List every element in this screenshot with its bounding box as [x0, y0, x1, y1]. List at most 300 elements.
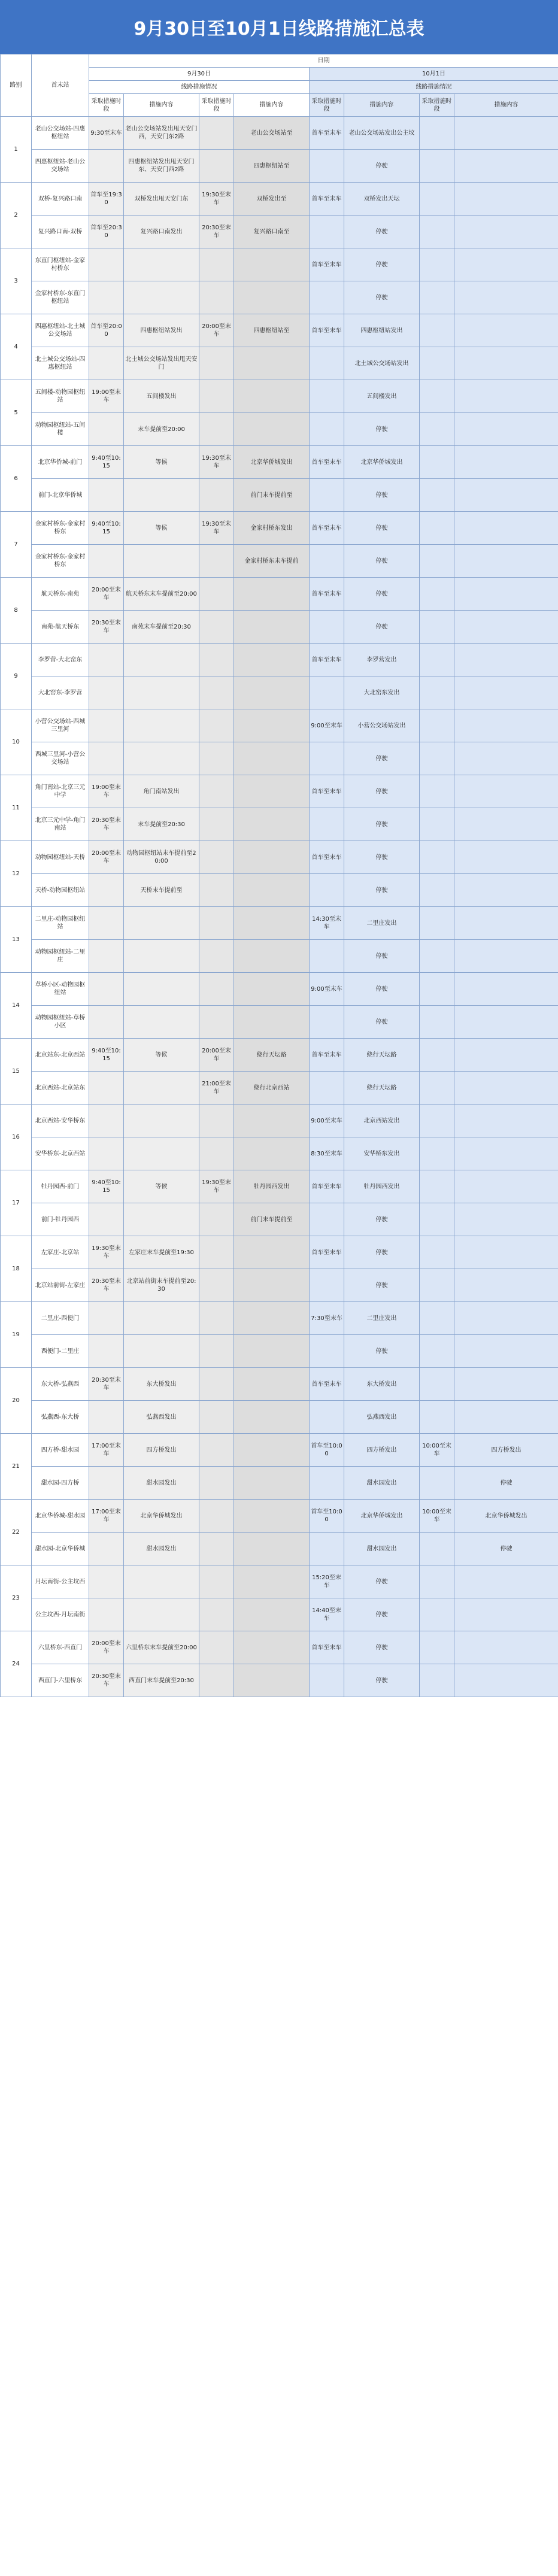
cell-p1b [420, 874, 454, 907]
cell-p1a [310, 1335, 344, 1368]
cell-m1a: 停驶 [344, 216, 420, 248]
terminal-cell: 甜水园-北京华侨城 [32, 1533, 89, 1565]
cell-p1b [420, 1170, 454, 1203]
cell-p30b [199, 611, 234, 644]
table-row [1, 1401, 558, 1434]
cell-m1b [454, 545, 558, 578]
cell-p1a [310, 808, 344, 841]
cell-m30a: 航天桥东末车提前至20:00 [124, 578, 199, 611]
cell-m30a [124, 1072, 199, 1105]
table-row [1, 512, 558, 545]
cell-p30a [89, 676, 124, 709]
cell-m30a [124, 281, 199, 314]
cell-p30a: 9:40至10:15 [89, 1039, 124, 1072]
table-row [1, 1565, 558, 1598]
cell-p30b [199, 1203, 234, 1236]
terminal-cell: 小营公交场站-西城三里河 [32, 709, 89, 742]
table-row [1, 775, 558, 808]
cell-m1a: 停驶 [344, 281, 420, 314]
cell-p30b [199, 1631, 234, 1664]
cell-m1a: 停驶 [344, 512, 420, 545]
cell-m30b [234, 742, 310, 775]
cell-m1b [454, 117, 558, 150]
cell-m1a: 停驶 [344, 742, 420, 775]
cell-p30b: 19:30至末车 [199, 512, 234, 545]
table-row [1, 413, 558, 446]
cell-m30a [124, 644, 199, 676]
cell-p30a [89, 1533, 124, 1565]
cell-m1b [454, 1203, 558, 1236]
cell-m30b [234, 611, 310, 644]
cell-m30a: 动物园枢纽站末车提前至20:00 [124, 841, 199, 874]
cell-p1b [420, 117, 454, 150]
cell-p30a [89, 644, 124, 676]
sep30-content-a-header: 措施内容 [124, 94, 199, 117]
cell-m30b [234, 1565, 310, 1598]
cell-m1b: 北京华侨城发出 [454, 1500, 558, 1533]
cell-m30b [234, 973, 310, 1006]
cell-m30a: 五间楼发出 [124, 380, 199, 413]
terminal-cell: 北京站前街-左家庄 [32, 1269, 89, 1302]
cell-m1b [454, 709, 558, 742]
cell-p1a: 9:00至末车 [310, 973, 344, 1006]
cell-p30b [199, 1368, 234, 1401]
cell-m30a: 天桥末车提前至 [124, 874, 199, 907]
cell-m1b [454, 1269, 558, 1302]
cell-m30a [124, 1006, 199, 1039]
table-row [1, 644, 558, 676]
cell-m1a: 停驶 [344, 841, 420, 874]
cell-m1a: 甜水园发出 [344, 1533, 420, 1565]
cell-m30b [234, 1335, 310, 1368]
table-row [1, 1039, 558, 1072]
cell-p1b [420, 248, 454, 281]
cell-p1b [420, 1598, 454, 1631]
cell-p30b [199, 380, 234, 413]
cell-m1b [454, 183, 558, 216]
cell-p1b [420, 1072, 454, 1105]
cell-p30b: 20:00至末车 [199, 1039, 234, 1072]
terminal-cell: 航天桥东-南苑 [32, 578, 89, 611]
cell-m1a: 停驶 [344, 1269, 420, 1302]
cell-m30b [234, 1467, 310, 1500]
terminal-cell: 金家村桥东-金家村桥东 [32, 512, 89, 545]
cell-p30a: 19:00至末车 [89, 380, 124, 413]
cell-p30a [89, 1565, 124, 1598]
cell-m1a: 停驶 [344, 150, 420, 183]
cell-m1a: 五间楼发出 [344, 380, 420, 413]
route-number: 13 [1, 907, 32, 973]
table-row [1, 940, 558, 973]
cell-m30a: 老山公交场站发出甩天安门西，天安门东2路 [124, 117, 199, 150]
cell-m30a: 四惠枢纽站发出 [124, 314, 199, 347]
cell-m30b [234, 775, 310, 808]
oct1-content-b-header: 措施内容 [454, 94, 558, 117]
cell-m30a: 末车提前至20:30 [124, 808, 199, 841]
cell-m1a: 甜水园发出 [344, 1467, 420, 1500]
cell-p1a [310, 940, 344, 973]
cell-m30b: 四惠枢纽站至 [234, 150, 310, 183]
cell-m30b [234, 1236, 310, 1269]
terminal-cell: 四惠枢纽站-老山公交场站 [32, 150, 89, 183]
terminal-cell: 北京华侨城-前门 [32, 446, 89, 479]
sep30-measures-header: 线路措施情况 [89, 81, 310, 94]
cell-m1b [454, 1137, 558, 1170]
table-row [1, 216, 558, 248]
cell-p30b [199, 742, 234, 775]
table-row [1, 742, 558, 775]
cell-p1a: 首车至末车 [310, 1368, 344, 1401]
cell-p30b [199, 1137, 234, 1170]
table-row [1, 117, 558, 150]
cell-m30b: 前门末车提前至 [234, 1203, 310, 1236]
cell-p1b: 10:00至末车 [420, 1434, 454, 1467]
cell-p1a: 首车至末车 [310, 578, 344, 611]
cell-m30b [234, 940, 310, 973]
table-row [1, 1236, 558, 1269]
cell-m30a: 等候 [124, 446, 199, 479]
table-row [1, 1302, 558, 1335]
cell-p1a: 15:20至末车 [310, 1565, 344, 1598]
cell-m1a: 小营公交场站发出 [344, 709, 420, 742]
cell-p1b [420, 1269, 454, 1302]
cell-m1b [454, 1598, 558, 1631]
cell-m1b [454, 1401, 558, 1434]
cell-m1a: 停驶 [344, 1598, 420, 1631]
cell-p30a [89, 1598, 124, 1631]
cell-m1a: 弘燕西发出 [344, 1401, 420, 1434]
cell-m1b: 停驶 [454, 1533, 558, 1565]
terminal-cell: 弘燕西-东大桥 [32, 1401, 89, 1434]
route-number: 20 [1, 1368, 32, 1434]
cell-m1b [454, 512, 558, 545]
cell-m1a: 停驶 [344, 775, 420, 808]
cell-m30b [234, 347, 310, 380]
cell-m30b [234, 1368, 310, 1401]
cell-p30b [199, 1335, 234, 1368]
cell-p1b [420, 709, 454, 742]
terminal-cell: 角门南站-北京三元中学 [32, 775, 89, 808]
cell-p1a [310, 611, 344, 644]
table-row [1, 545, 558, 578]
table-row [1, 1203, 558, 1236]
cell-m30a [124, 973, 199, 1006]
terminal-cell: 东大桥-弘燕西 [32, 1368, 89, 1401]
terminal-cell: 复兴路口南-双桥 [32, 216, 89, 248]
terminal-cell: 金家村桥东-东直门枢纽站 [32, 281, 89, 314]
cell-p1b [420, 1401, 454, 1434]
cell-p1b [420, 183, 454, 216]
route-number: 22 [1, 1500, 32, 1565]
cell-m30b [234, 1105, 310, 1137]
cell-p1b [420, 1631, 454, 1664]
cell-p30a [89, 1401, 124, 1434]
cell-p1a: 首车至末车 [310, 314, 344, 347]
cell-p1b [420, 1335, 454, 1368]
cell-p30a: 20:30至末车 [89, 1368, 124, 1401]
table-row [1, 281, 558, 314]
cell-p1b [420, 314, 454, 347]
cell-p1b [420, 1137, 454, 1170]
cell-p1a: 首车至末车 [310, 1039, 344, 1072]
cell-m1b [454, 1664, 558, 1697]
cell-m30a: 北京站前街末车提前至20:30 [124, 1269, 199, 1302]
cell-m30a: 左家庄末车提前至19:30 [124, 1236, 199, 1269]
cell-p1a: 首车至末车 [310, 1170, 344, 1203]
cell-m1b [454, 1302, 558, 1335]
cell-m1a: 二里庄发出 [344, 1302, 420, 1335]
cell-p30b [199, 1664, 234, 1697]
cell-m1b [454, 248, 558, 281]
cell-m1a: 停驶 [344, 545, 420, 578]
cell-m30b [234, 578, 310, 611]
table-row [1, 314, 558, 347]
cell-p30b [199, 281, 234, 314]
cell-p1a [310, 874, 344, 907]
table-row [1, 841, 558, 874]
cell-p30a: 17:00至末车 [89, 1500, 124, 1533]
cell-p30b [199, 874, 234, 907]
table-row [1, 1006, 558, 1039]
cell-m30a [124, 907, 199, 940]
cell-m1b [454, 1565, 558, 1598]
cell-m1b [454, 446, 558, 479]
date-header: 日期 [89, 54, 558, 68]
terminal-cell: 月坛南街-公主坟西 [32, 1565, 89, 1598]
cell-m1a: 停驶 [344, 973, 420, 1006]
cell-m1b [454, 1631, 558, 1664]
route-number: 3 [1, 248, 32, 314]
cell-p1a: 首车至末车 [310, 248, 344, 281]
cell-m30a: 北京华侨城发出 [124, 1500, 199, 1533]
cell-m30b [234, 1302, 310, 1335]
table-row [1, 347, 558, 380]
cell-m30a: 北土城公交场站发出甩天安门 [124, 347, 199, 380]
cell-m1a: 四方桥发出 [344, 1434, 420, 1467]
cell-m1a: 停驶 [344, 940, 420, 973]
table-row [1, 479, 558, 512]
cell-p30a [89, 1203, 124, 1236]
table-row [1, 1269, 558, 1302]
cell-p30b [199, 1269, 234, 1302]
cell-p30b [199, 1434, 234, 1467]
cell-m1b: 四方桥发出 [454, 1434, 558, 1467]
cell-p1a: 9:00至末车 [310, 709, 344, 742]
cell-m30a: 等候 [124, 1170, 199, 1203]
cell-p1a: 7:30至末车 [310, 1302, 344, 1335]
table-row [1, 973, 558, 1006]
cell-p30a: 20:30至末车 [89, 611, 124, 644]
cell-m30a [124, 1302, 199, 1335]
cell-m30a: 复兴路口南发出 [124, 216, 199, 248]
terminal-cell: 北京西站-安华桥东 [32, 1105, 89, 1137]
cell-p1a: 首车至末车 [310, 644, 344, 676]
cell-m30a [124, 1565, 199, 1598]
cell-m1a: 停驶 [344, 1203, 420, 1236]
cell-p30b: 19:30至末车 [199, 183, 234, 216]
cell-m30b [234, 1401, 310, 1434]
cell-m30b [234, 808, 310, 841]
table-row [1, 1434, 558, 1467]
cell-m30a [124, 1203, 199, 1236]
cell-m1b [454, 1368, 558, 1401]
cell-p1b [420, 644, 454, 676]
cell-m30a [124, 1105, 199, 1137]
table-row [1, 1631, 558, 1664]
cell-m1b [454, 907, 558, 940]
cell-p30a: 9:40至10:15 [89, 446, 124, 479]
cell-p30a [89, 907, 124, 940]
terminal-cell: 动物园枢纽站-二里庄 [32, 940, 89, 973]
cell-m30b [234, 644, 310, 676]
cell-p1b [420, 281, 454, 314]
cell-m1b [454, 578, 558, 611]
cell-p30a [89, 1072, 124, 1105]
cell-p30b [199, 1565, 234, 1598]
route-number: 15 [1, 1039, 32, 1105]
table-row [1, 676, 558, 709]
terminal-cell: 前门-牡丹园西 [32, 1203, 89, 1236]
cell-m1a: 停驶 [344, 1664, 420, 1697]
cell-p1a [310, 1664, 344, 1697]
cell-p1b [420, 347, 454, 380]
cell-m1b [454, 216, 558, 248]
cell-m1a: 牡丹园西发出 [344, 1170, 420, 1203]
cell-p30a [89, 248, 124, 281]
cell-p30b [199, 150, 234, 183]
table-row [1, 446, 558, 479]
cell-p1a [310, 545, 344, 578]
cell-p30b [199, 248, 234, 281]
table-row [1, 1368, 558, 1401]
cell-p1a: 首车至10:00 [310, 1434, 344, 1467]
cell-p30b [199, 907, 234, 940]
cell-p30b [199, 578, 234, 611]
table-row [1, 611, 558, 644]
cell-m1b [454, 1170, 558, 1203]
cell-m30b [234, 413, 310, 446]
terminal-cell: 动物园枢纽站-草桥小区 [32, 1006, 89, 1039]
route-number: 11 [1, 775, 32, 841]
cell-m1b [454, 314, 558, 347]
terminal-cell: 金家村桥东-金家村桥东 [32, 545, 89, 578]
cell-m30a: 弘燕西发出 [124, 1401, 199, 1434]
cell-p1a [310, 1467, 344, 1500]
cell-m30a: 四方桥发出 [124, 1434, 199, 1467]
cell-m30a [124, 709, 199, 742]
cell-m30a [124, 676, 199, 709]
cell-m1b [454, 611, 558, 644]
cell-p30b [199, 1302, 234, 1335]
table-row [1, 1500, 558, 1533]
cell-m1a: 停驶 [344, 874, 420, 907]
cell-m1a: 老山公交场站发出公主坟 [344, 117, 420, 150]
cell-m30b [234, 1434, 310, 1467]
cell-p1b [420, 1533, 454, 1565]
table-row [1, 907, 558, 940]
cell-m1a: 绕行天坛路 [344, 1039, 420, 1072]
cell-m1a: 停驶 [344, 479, 420, 512]
terminal-cell: 六里桥东-西直门 [32, 1631, 89, 1664]
terminal-cell: 东直门枢纽站-金家村桥东 [32, 248, 89, 281]
oct1-measures-header: 线路措施情况 [310, 81, 558, 94]
cell-m1b [454, 1105, 558, 1137]
table-row [1, 1137, 558, 1170]
cell-m30a: 甜水园发出 [124, 1467, 199, 1500]
table-row [1, 1664, 558, 1697]
cell-p30a [89, 973, 124, 1006]
cell-p30a: 19:30至末车 [89, 1236, 124, 1269]
terminal-cell: 牡丹园西-前门 [32, 1170, 89, 1203]
route-number: 24 [1, 1631, 32, 1697]
cell-m30b: 绕行天坛路 [234, 1039, 310, 1072]
cell-p1a [310, 742, 344, 775]
terminal-cell: 五间楼-动物园枢纽站 [32, 380, 89, 413]
cell-m1b [454, 1236, 558, 1269]
cell-m1b [454, 841, 558, 874]
route-header: 路别 [1, 54, 32, 117]
table-row [1, 183, 558, 216]
oct1-period-a-header: 采取措施时段 [310, 94, 344, 117]
cell-p30b [199, 1467, 234, 1500]
cell-m1b [454, 1006, 558, 1039]
terminal-cell: 四方桥-甜水园 [32, 1434, 89, 1467]
cell-m1b [454, 347, 558, 380]
cell-m30b: 前门末车提前至 [234, 479, 310, 512]
cell-p1b [420, 380, 454, 413]
table-row [1, 380, 558, 413]
cell-p30b [199, 413, 234, 446]
cell-m1a: 双桥发出天坛 [344, 183, 420, 216]
cell-m1b [454, 775, 558, 808]
cell-p30b: 20:00至末车 [199, 314, 234, 347]
cell-p1a [310, 479, 344, 512]
cell-m1a: 大北窑东发出 [344, 676, 420, 709]
cell-m30b [234, 907, 310, 940]
cell-p1b [420, 1006, 454, 1039]
cell-m1b [454, 380, 558, 413]
table-row [1, 874, 558, 907]
cell-p1a [310, 413, 344, 446]
cell-p1b [420, 150, 454, 183]
cell-p1a: 首车至末车 [310, 1236, 344, 1269]
cell-p1a [310, 1269, 344, 1302]
table-row [1, 1170, 558, 1203]
table-row [1, 808, 558, 841]
cell-p30b: 19:30至末车 [199, 446, 234, 479]
route-number: 18 [1, 1236, 32, 1302]
cell-m30b: 绕行北京西站 [234, 1072, 310, 1105]
cell-m1a: 四惠枢纽站发出 [344, 314, 420, 347]
cell-m30b [234, 1269, 310, 1302]
cell-m1b [454, 973, 558, 1006]
cell-p30a: 20:30至末车 [89, 1664, 124, 1697]
table-row [1, 1533, 558, 1565]
terminal-cell: 北京站东-北京西站 [32, 1039, 89, 1072]
cell-p1b [420, 545, 454, 578]
route-number: 21 [1, 1434, 32, 1500]
cell-p1a: 首车至末车 [310, 775, 344, 808]
cell-m30b [234, 1631, 310, 1664]
route-number: 12 [1, 841, 32, 907]
route-number: 19 [1, 1302, 32, 1368]
cell-m30a: 东大桥发出 [124, 1368, 199, 1401]
cell-p1b [420, 413, 454, 446]
terminal-cell: 西直门-六里桥东 [32, 1664, 89, 1697]
cell-p30b [199, 808, 234, 841]
cell-p30a: 首车至19:30 [89, 183, 124, 216]
cell-p30a: 9:30至末车 [89, 117, 124, 150]
